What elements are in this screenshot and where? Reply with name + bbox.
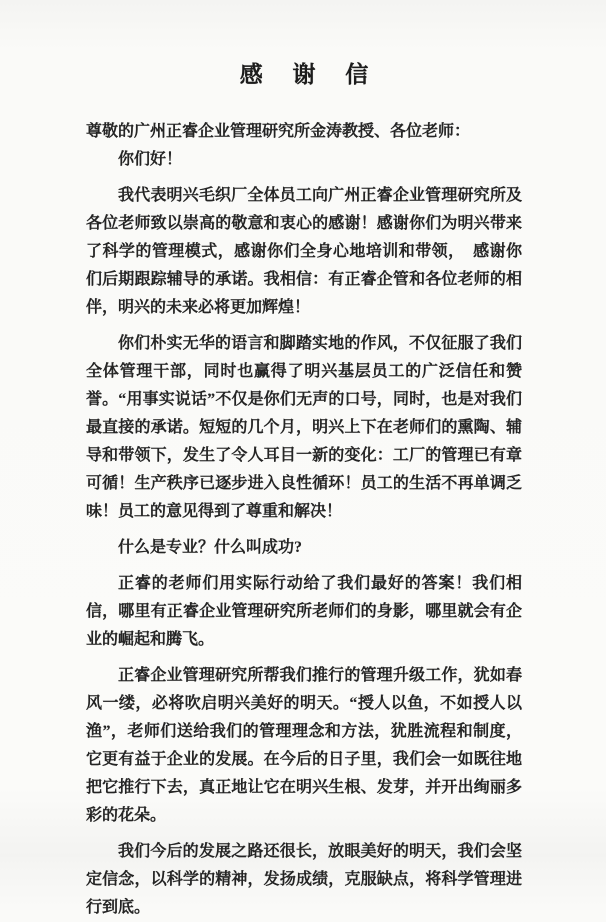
salutation-line: 尊敬的广州正睿企业管理研究所金涛教授、各位老师： (86, 123, 471, 140)
letter-paragraph: 我代表明兴毛织厂全体员工向广州正睿企业管理研究所及各位老师致以崇高的敬意和衷心的感谢！感谢你们为明兴带来了科学的管理模式，感谢你们全身心地培训和带领， 感谢你们后期跟踪辅导的承诺。我相信：有正睿企管和各位老师的相伴，明兴的未来必将更加辉煌！ (86, 187, 522, 316)
letter-paragraph: 正睿企业管理研究所帮我们推行的管理升级工作，犹如春风一缕，必将吹启明兴美好的明天。“授人以鱼，不如授人以渔”，老师们送给我们的管理理念和方法，犹胜流程和制度，它更有益于企业的发展。在今后的日子里，我们会一如既往地把它推行下去，真正地让它在明兴生根、发芽，并开出绚丽多彩的花朵。 (86, 667, 522, 824)
letter-paragraph: 我们今后的发展之路还很长，放眼美好的明天，我们会坚定信念，以科学的精神，发扬成绩，克服缺点，将科学管理进行到底。 (86, 843, 522, 916)
letter-question-line: 什么是专业？什么叫成功? (118, 539, 303, 556)
letter-paragraph: 正睿的老师们用实际行动给了我们最好的答案！我们相信，哪里有正睿企业管理研究所老师们的身影，哪里就会有企业的崛起和腾飞。 (86, 575, 522, 648)
letter-paragraph: 你们朴实无华的语言和脚踏实地的作风，不仅征服了我们全体管理干部，同时也赢得了明兴基层员工的广泛信任和赞誉。“用事实说话”不仅是你们无声的口号，同时，也是对我们最直接的承诺。短短的几个月，明兴上下在老师们的熏陶、辅导和带领下，发生了令人耳目一新的变化：工厂的管理已有章可循！生产秩序已逐步进入良性循环！员工的生活不再单调乏味！员工的意见得到了尊重和解决！ (86, 335, 522, 520)
greeting-line: 你们好！ (118, 151, 183, 168)
letter-title: 感 谢 信 (239, 62, 381, 87)
